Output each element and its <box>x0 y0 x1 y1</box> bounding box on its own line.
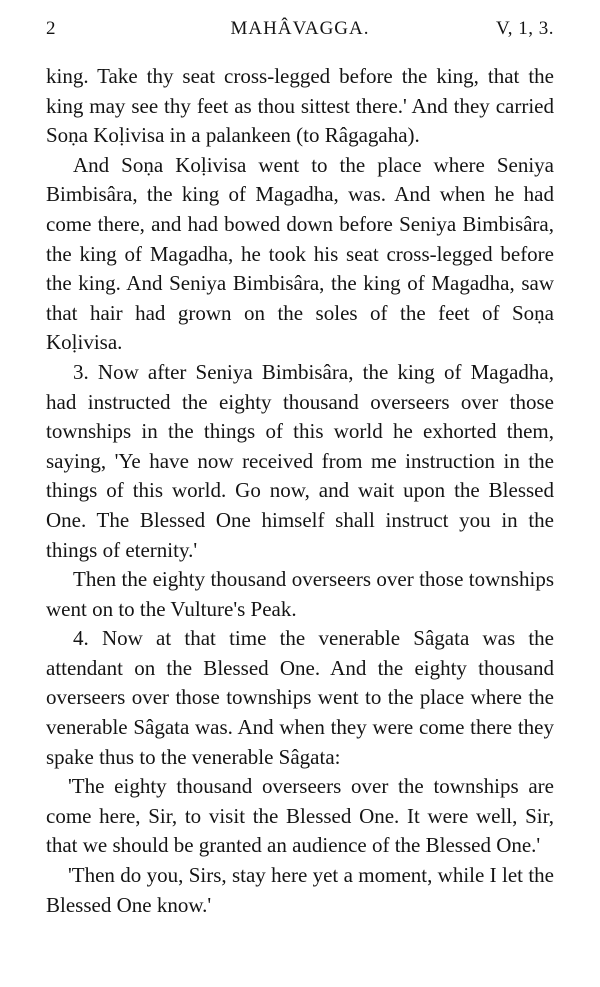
running-header <box>46 18 554 44</box>
page-number: 2 <box>46 18 56 39</box>
quoted-speech: 'The eighty thousand overseers over the townships are come here, Sir, to visit the Blessed One. It were well, Sir, that we should be granted an audience of the Blessed One.' <box>46 774 554 858</box>
paragraph: Then the eighty thousand overseers over those townships went on to the Vulture's Peak. <box>46 567 554 621</box>
paragraph-continuation: king. Take thy seat cross-legged before the king, that the king may see thy feet as thou sittest there.' And they carried Soṇa Koḷivisa in a palankeen (to Râgagaha). <box>46 64 554 148</box>
section-reference: V, 1, 3. <box>495 18 554 39</box>
page-body <box>46 62 554 920</box>
paragraph-section-4: 4. Now at that time the venerable Sâgata was the attendant on the Blessed One. And the eighty thousand overseers over those townships went to the place where the venerable Sâgata was. And when they were come there they spake thus to the venerable Sâgata: <box>46 626 554 769</box>
paragraph: And Soṇa Koḷivisa went to the place where Seniya Bimbisâra, the king of Magadha, was. And when he had come there, and had bowed down before Seniya Bimbisâra, the king of Magadha, he took his seat cross-legged before the king. And Seniya Bimbisâra, the king of Magadha, saw that hair had grown on the soles of the feet of Soṇa Koḷivisa. <box>46 152 554 355</box>
quoted-speech: 'Then do you, Sirs, stay here yet a moment, while I let the Blessed One know.' <box>46 863 554 917</box>
paragraph-section-3: 3. Now after Seniya Bimbisâra, the king of Magadha, had instructed the eighty thousand overseers over those townships in the things of this world he exhorted them, saying, 'Ye have now received from me instruction in the things of this world. Go now, and wait upon the Blessed One. The Blessed One himself shall instruct you in the things of eternity.' <box>46 359 554 562</box>
running-title: MAHÂVAGGA. <box>230 18 370 39</box>
